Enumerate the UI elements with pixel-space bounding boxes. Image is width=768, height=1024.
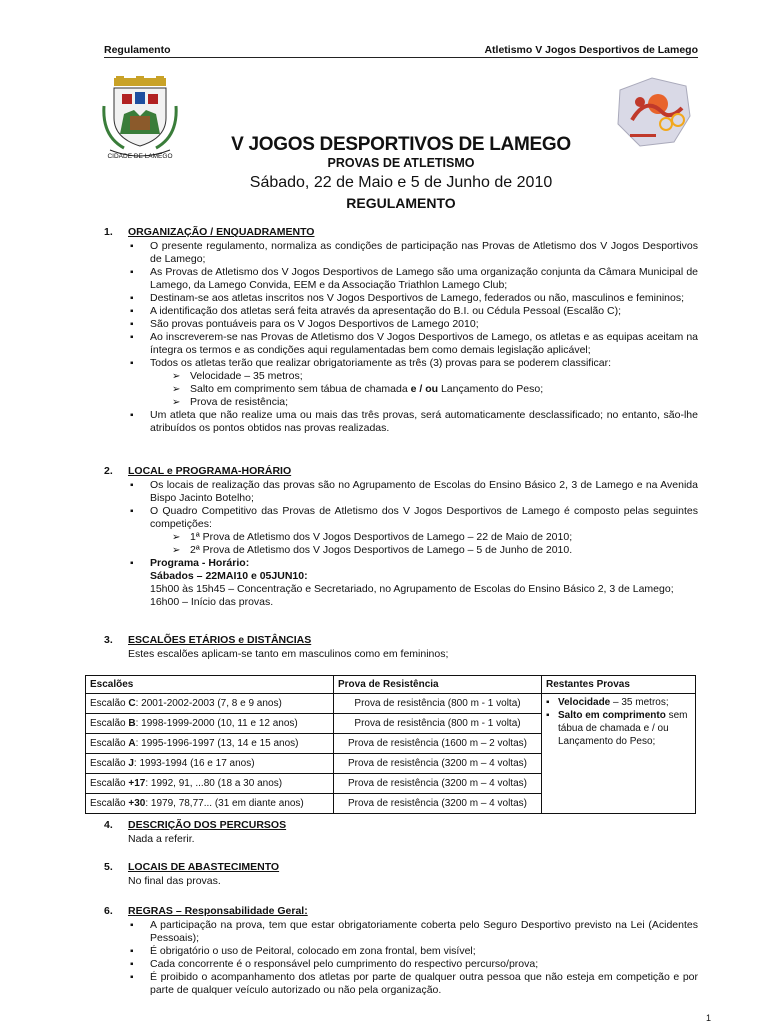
escalao-cell: Escalão +17: 1992, 91, ...80 (18 a 30 anos) bbox=[86, 774, 334, 794]
section-3 bbox=[104, 634, 698, 661]
list-item: ▪ A participação na prova, tem que estar obrigatoriamente coberta pelo Seguro Desportivo previsto na Lei (Acidentes Pessoais); bbox=[128, 919, 698, 945]
section-heading: 2. LOCAL e PROGRAMA-HORÁRIO bbox=[104, 465, 292, 477]
section-text: No final das provas. bbox=[128, 875, 221, 887]
column-header: Escalões bbox=[86, 676, 334, 694]
section-heading: 4. DESCRIÇÃO DOS PERCURSOS bbox=[104, 819, 287, 831]
escalao-cell: Escalão +30: 1979, 78,77... (31 em diante anos) bbox=[86, 794, 334, 814]
subtitle: PROVAS DE ATLETISMO bbox=[327, 156, 475, 170]
arrow-item: ➢ 1ª Prova de Atletismo dos V Jogos Desportivos de Lamego – 22 de Maio de 2010; bbox=[172, 531, 698, 544]
prova-cell: Prova de resistência (800 m - 1 volta) bbox=[334, 714, 542, 734]
list-item: ▪ São provas pontuáveis para os V Jogos Desportivos de Lamego 2010; bbox=[128, 318, 698, 331]
prova-cell: Prova de resistência (3200 m – 4 voltas) bbox=[334, 774, 542, 794]
section-5 bbox=[104, 861, 698, 888]
escalao-cell: Escalão C: 2001-2002-2003 (7, 8 e 9 anos) bbox=[86, 694, 334, 714]
escaloes-table bbox=[85, 675, 696, 814]
list-item: ▪ Um atleta que não realize uma ou mais das três provas, será automaticamente desclassificado; no entanto, são-lhe atribuídos os pontos obtidos nas provas realizadas. bbox=[128, 409, 698, 435]
section-1 bbox=[104, 226, 698, 435]
title-block bbox=[104, 134, 698, 212]
list-item: ▪ As Provas de Atletismo dos V Jogos Desportivos de Lamego são uma organização conjunta da Câmara Municipal de Lamego, da Lamego Convida, EEM e da Associação Triathlon Lamego Club; bbox=[128, 266, 698, 292]
list-item: ▪ Salto em comprimento sem tábua de chamada e / ou Lançamento do Peso; bbox=[546, 709, 691, 748]
list-item: ▪ Todos os atletas terão que realizar obrigatoriamente as três (3) provas para se poderem classificar: ➢ Velocidade – 35 metros; ➢ Salto em comprimento sem tábua de chamada e / ou Lançamento do Peso; ➢ Prova de resistência; bbox=[128, 357, 698, 409]
program-line: 15h00 às 15h45 – Concentração e Secretariado, no Agrupamento de Escolas do Ensino Básico 2, 3 de Lamego; bbox=[150, 583, 674, 595]
section-6 bbox=[104, 905, 698, 997]
escalao-cell: Escalão B: 1998-1999-2000 (10, 11 e 12 anos) bbox=[86, 714, 334, 734]
list-item: ▪ É proibido o acompanhamento dos atletas por parte de qualquer outra pessoa que não esteja em competição e por parte de qualquer veículo autorizado ou não pela organização. bbox=[128, 971, 698, 997]
section-2 bbox=[104, 465, 698, 609]
program-line: 16h00 – Início das provas. bbox=[150, 596, 274, 608]
column-header: Restantes Provas bbox=[542, 676, 696, 694]
column-header: Prova de Resistência bbox=[334, 676, 542, 694]
list-item: ▪ Ao inscreverem-se nas Provas de Atletismo dos V Jogos Desportivos de Lamego, os atletas e as equipas aceitam na íntegra os termos e as condições aqui regulamentadas bem como demais legislação aplicável; bbox=[128, 331, 698, 357]
section-heading: 6. REGRAS – Responsabilidade Geral: bbox=[104, 905, 308, 917]
arrow-item: ➢ Salto em comprimento sem tábua de chamada e / ou Lançamento do Peso; bbox=[172, 383, 698, 396]
arrow-list bbox=[172, 531, 698, 557]
list-item: ▪ Cada concorrente é o responsável pelo cumprimento do respectivo percurso/prova; bbox=[128, 958, 698, 971]
escalao-cell: Escalão A: 1995-1996-1997 (13, 14 e 15 anos) bbox=[86, 734, 334, 754]
prova-cell: Prova de resistência (3200 m – 4 voltas) bbox=[334, 754, 542, 774]
crest-lettering: CIDADE DE LAMEGO bbox=[107, 153, 173, 160]
main-title: V JOGOS DESPORTIVOS DE LAMEGO bbox=[231, 134, 571, 155]
arrow-item: ➢ Prova de resistência; bbox=[172, 396, 698, 409]
prova-cell: Prova de resistência (800 m - 1 volta) bbox=[334, 694, 542, 714]
section-intro: Estes escalões aplicam-se tanto em masculinos como em femininos; bbox=[128, 648, 449, 660]
event-date: Sábado, 22 de Maio e 5 de Junho de 2010 bbox=[249, 174, 553, 191]
section-heading: 3. ESCALÕES ETÁRIOS e DISTÂNCIAS bbox=[104, 634, 312, 646]
restantes-cell bbox=[542, 694, 696, 814]
document-title: REGULAMENTO bbox=[346, 195, 456, 211]
list-item: ▪ É obrigatório o uso de Peitoral, colocado em zona frontal, bem visível; bbox=[128, 945, 698, 958]
section-4 bbox=[104, 819, 698, 846]
list-item: ▪ Destinam-se aos atletas inscritos nos V Jogos Desportivos de Lamego, federados ou não, masculinos e femininos; bbox=[128, 292, 698, 305]
bullet-list bbox=[128, 919, 698, 997]
list-item: ▪ Velocidade – 35 metros; bbox=[546, 696, 691, 709]
list-item: ▪ Os locais de realização das provas são no Agrupamento de Escolas do Ensino Básico 2, 3 de Lamego e na Avenida Bispo Jacinto Botelho; bbox=[128, 479, 698, 505]
list-item bbox=[128, 557, 698, 609]
header-left: Regulamento bbox=[104, 44, 171, 56]
list-item: ▪ O presente regulamento, normaliza as condições de participação nas Provas de Atletismo dos V Jogos Desportivos de Lamego; bbox=[128, 240, 698, 266]
page-number: 1 bbox=[706, 1013, 712, 1023]
section-text: Nada a referir. bbox=[128, 833, 195, 845]
page-header bbox=[104, 44, 698, 58]
section-heading: 5. LOCAIS DE ABASTECIMENTO bbox=[104, 861, 280, 873]
list-item: ▪ O Quadro Competitivo das Provas de Atletismo dos V Jogos Desportivos de Lamego é composto pelas seguintes competições: ➢ 1ª Prova de Atletismo dos V Jogos Desportivos de Lamego – 22 de Maio de 2010; ➢ 2ª Prova de Atletismo dos V Jogos Desportivos de Lamego – 5 de Junho de 2010. bbox=[128, 505, 698, 557]
program-days: Sábados – 22MAI10 e 05JUN10: bbox=[150, 570, 308, 582]
bullet-list bbox=[128, 240, 698, 435]
header-right: Atletismo V Jogos Desportivos de Lamego bbox=[484, 44, 698, 56]
section-heading: 1. ORGANIZAÇÃO / ENQUADRAMENTO bbox=[104, 226, 315, 238]
table-row bbox=[86, 694, 696, 714]
prova-cell: Prova de resistência (1600 m – 2 voltas) bbox=[334, 734, 542, 754]
escalao-cell: Escalão J: 1993-1994 (16 e 17 anos) bbox=[86, 754, 334, 774]
table-header-row bbox=[86, 676, 696, 694]
program-label: Programa - Horário: bbox=[150, 557, 250, 569]
arrow-list bbox=[172, 370, 698, 409]
list-item: ▪ A identificação dos atletas será feita através da apresentação do B.I. ou Cédula Pessoal (Escalão C); bbox=[128, 305, 698, 318]
bullet-list bbox=[128, 479, 698, 609]
arrow-item: ➢ 2ª Prova de Atletismo dos V Jogos Desportivos de Lamego – 5 de Junho de 2010. bbox=[172, 544, 698, 557]
arrow-item: ➢ Velocidade – 35 metros; bbox=[172, 370, 698, 383]
prova-cell: Prova de resistência (3200 m – 4 voltas) bbox=[334, 794, 542, 814]
